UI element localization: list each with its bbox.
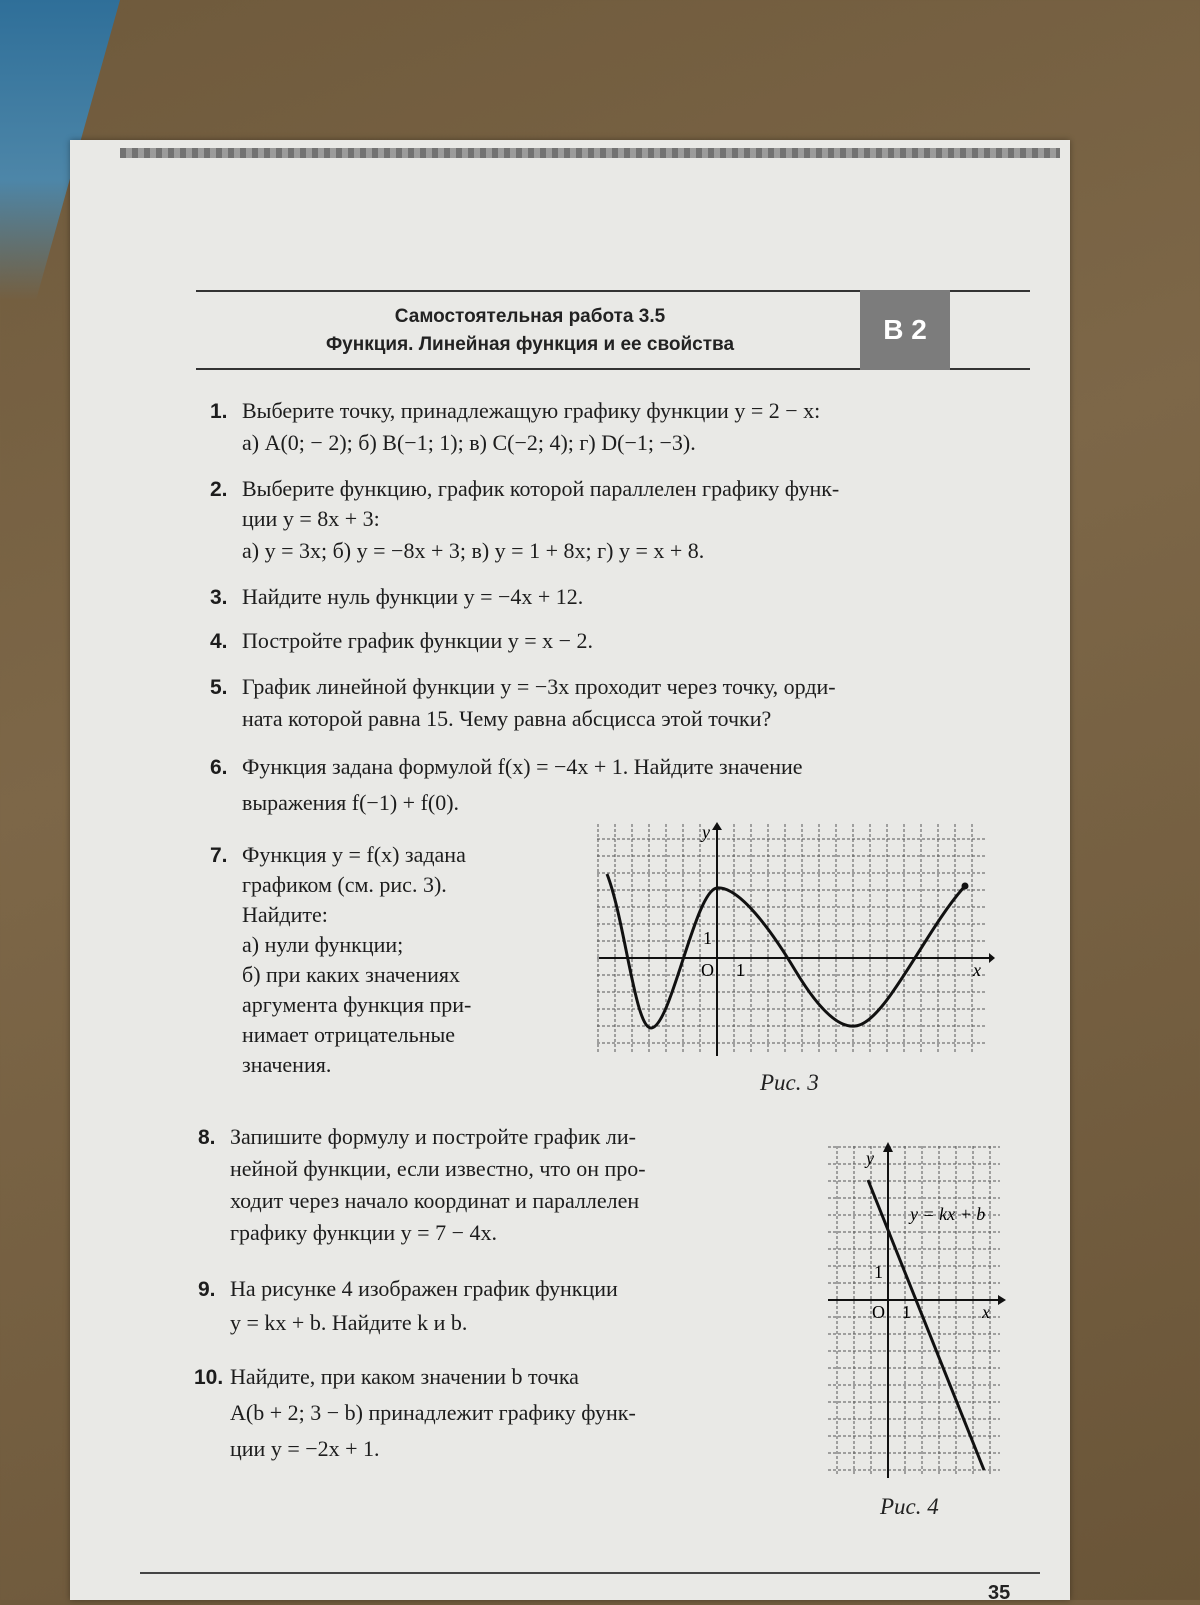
task-2-number: 2. xyxy=(210,478,228,501)
worksheet-subtitle: Функция. Линейная функция и ее свойства xyxy=(325,334,735,355)
task-6-line-2: выражения f(−1) + f(0). xyxy=(242,790,460,815)
variant-badge: В 2 xyxy=(860,290,950,370)
figure-4-caption: Рис. 4 xyxy=(880,1494,939,1519)
task-10-line-2: A(b + 2; 3 − b) принадлежит графику функ- xyxy=(230,1400,636,1425)
fig3-x-arrow xyxy=(989,953,995,963)
task-7-line-1: Функция y = f(x) задана xyxy=(242,842,466,867)
task-7-number: 7. xyxy=(210,844,228,867)
task-8-line-2: нейной функции, если известно, что он про- xyxy=(230,1156,646,1181)
fig3-end-point xyxy=(962,883,969,890)
task-7-line-3: Найдите: xyxy=(242,902,328,927)
bottom-rule xyxy=(140,1572,1040,1574)
figure-3-caption: Рис. 3 xyxy=(760,1070,819,1095)
torn-top-edge xyxy=(120,148,1060,158)
task-2-line-2: ции y = 8x + 3: xyxy=(242,506,380,531)
task-3-line-1: Найдите нуль функции y = −4x + 12. xyxy=(242,584,584,609)
fig4-x-arrow xyxy=(998,1295,1006,1305)
task-2-line-1: Выберите функцию, график которой параллелен графику функ- xyxy=(242,476,840,501)
task-9-line-2: y = kx + b. Найдите k и b. xyxy=(230,1310,468,1335)
task-6-line-1: Функция задана формулой f(x) = −4x + 1. Найдите значение xyxy=(242,754,803,779)
task-10-line-3: ции y = −2x + 1. xyxy=(230,1436,380,1461)
fig3-x-label: x xyxy=(973,960,981,980)
figure-3-graph xyxy=(595,820,995,1060)
task-8-line-4: графику функции y = 7 − 4x. xyxy=(230,1220,497,1245)
fig3-y-arrow xyxy=(712,822,722,830)
task-8-line-3: ходит через начало координат и параллелен xyxy=(230,1188,640,1213)
fig3-function-curve xyxy=(607,874,965,1028)
fig3-one-x-label: 1 xyxy=(736,960,745,980)
task-10-line-1: Найдите, при каком значении b точка xyxy=(230,1364,579,1389)
fig3-origin-label: O xyxy=(701,960,714,980)
fig4-y-label: y xyxy=(866,1148,874,1168)
task-9-number: 9. xyxy=(198,1278,216,1301)
task-7-line-7: нимает отрицательные xyxy=(242,1022,456,1047)
task-3-number: 3. xyxy=(210,586,228,609)
fig4-origin-label: O xyxy=(872,1302,885,1322)
fig4-grid xyxy=(828,1146,1000,1476)
task-8-number: 8. xyxy=(198,1126,216,1149)
task-2-options: а) y = 3x; б) y = −8x + 3; в) y = 1 + 8x; г) y = x + 8. xyxy=(242,538,705,563)
task-6-number: 6. xyxy=(210,756,228,779)
task-4-line-1: Постройте график функции y = x − 2. xyxy=(242,628,594,653)
fig4-x-label: x xyxy=(982,1302,990,1322)
page-number: 35 xyxy=(988,1582,1011,1604)
task-10-number: 10. xyxy=(194,1366,224,1389)
task-7-line-2: графиком (см. рис. 3). xyxy=(242,872,447,897)
task-7-line-8: значения. xyxy=(242,1052,332,1077)
fig3-y-label: y xyxy=(702,822,710,842)
figure-4-graph xyxy=(826,1140,1006,1480)
task-4-number: 4. xyxy=(210,630,228,653)
fig4-line-label: y = kx + b xyxy=(910,1204,986,1224)
task-1-line-1: Выберите точку, принадлежащую графику функции y = 2 − x: xyxy=(242,398,821,423)
worksheet-page xyxy=(70,140,1070,1604)
fig4-one-x-label: 1 xyxy=(902,1302,911,1322)
task-8-line-1: Запишите формулу и постройте график ли- xyxy=(230,1124,636,1149)
task-9-line-1: На рисунке 4 изображен график функции xyxy=(230,1276,618,1301)
fig3-one-y-label: 1 xyxy=(703,928,712,948)
task-5-line-2: ната которой равна 15. Чему равна абсцисса этой точки? xyxy=(242,706,772,731)
task-7-line-6: аргумента функция при- xyxy=(242,992,472,1017)
task-1-options: а) A(0; − 2); б) B(−1; 1); в) C(−2; 4); г) D(−1; −3). xyxy=(242,430,696,455)
fig4-one-y-label: 1 xyxy=(874,1262,883,1282)
task-1-number: 1. xyxy=(210,400,228,423)
task-5-number: 5. xyxy=(210,676,228,699)
task-5-line-1: График линейной функции y = −3x проходит через точку, орди- xyxy=(242,674,836,699)
task-7-line-4: а) нули функции; xyxy=(242,932,404,957)
task-7-line-5: б) при каких значениях xyxy=(242,962,460,987)
worksheet-title: Самостоятельная работа 3.5 xyxy=(394,306,666,327)
